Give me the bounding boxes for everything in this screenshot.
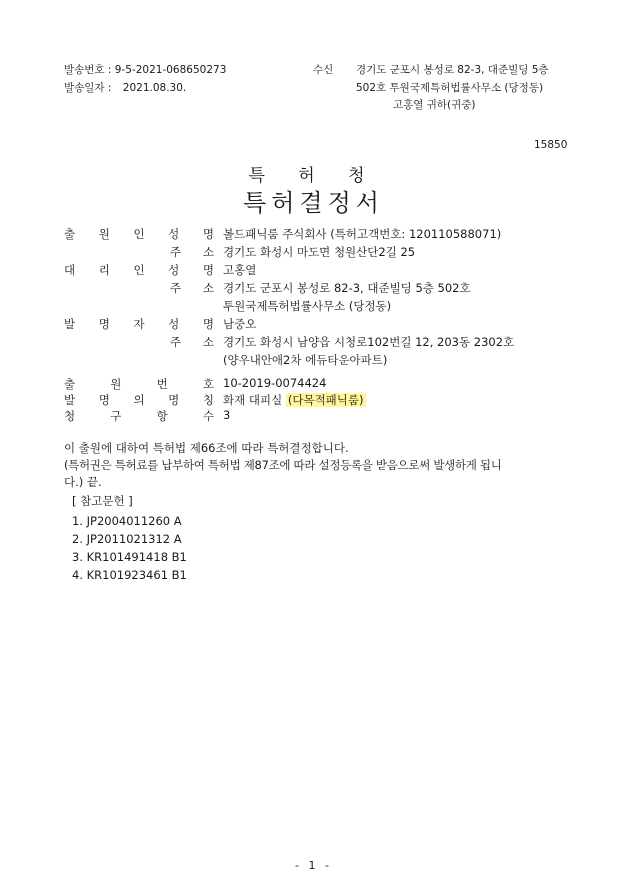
postal-code: 15850 (534, 139, 568, 151)
reference-item: 2. JP2011021312 A (72, 532, 182, 546)
invention-title (223, 392, 366, 408)
document-number-label: 발송번호 : (64, 64, 112, 76)
recipient-address-line2: 502호 투원국제특허법률사무소 (당정동) (356, 82, 544, 94)
invention-title-highlight: (다목적패닉룸) (287, 393, 364, 407)
application-number-label: 출 원 번 호 (64, 377, 214, 391)
send-date-label: 발송일자 : (64, 82, 112, 94)
recipient-address-line1: 경기도 군포시 봉성로 82-3, 대준빌딩 5층 (356, 64, 549, 76)
inventor-address-line1: 경기도 화성시 남양읍 시청로102번길 12, 203동 2302호 (223, 335, 515, 349)
send-date (64, 80, 186, 95)
decision-statement: 이 출원에 대하여 특허법 제66조에 따라 특허결정합니다. (64, 441, 349, 455)
agent-address-line2: 투원국제특허법률사무소 (당정동) (223, 299, 392, 313)
reference-item: 1. JP2004011260 A (72, 514, 182, 528)
inventor-label: 발 명 자 성 명 (64, 317, 214, 331)
recipient-name: 고홍열 귀하(귀중) (393, 99, 476, 111)
invention-title-main: 화재 대피실 (223, 393, 283, 407)
inventor-address-label: 주 소 (170, 335, 214, 349)
agent-address-line1: 경기도 군포시 봉성로 82-3, 대준빌딩 5층 502호 (223, 281, 471, 295)
issuing-office: 특 허 청 (248, 166, 379, 186)
invention-title-label: 발 명 의 명 칭 (64, 393, 214, 407)
inventor-name: 남중오 (223, 317, 257, 331)
references-title: [ 참고문헌 ] (72, 494, 133, 508)
inventor-address-line2: (양우내안애2차 에듀타운아파트) (223, 353, 388, 367)
document-title: 특허결정서 (243, 189, 384, 217)
agent-label: 대 리 인 성 명 (64, 263, 214, 277)
page-number: - 1 - (295, 859, 332, 872)
applicant-label: 출 원 인 성 명 (64, 227, 214, 241)
agent-address-label: 주 소 (170, 281, 214, 295)
application-number: 10-2019-0074424 (223, 376, 327, 390)
applicant-name: 볼드패닉룸 주식회사 (특허고객번호: 120110588071) (223, 227, 502, 241)
claims-label: 청 구 항 수 (64, 409, 214, 423)
decision-note-line1: (특허권은 특허료를 납부하여 특허법 제87조에 따라 설정등록을 받음으로써 발생하게 됩니 (64, 458, 502, 472)
document-number (64, 62, 226, 77)
applicant-address: 경기도 화성시 마도면 청원산단2길 25 (223, 245, 416, 259)
recipient-label: 수신 (313, 64, 334, 76)
agent-name: 고홍열 (223, 263, 257, 277)
applicant-address-label: 주 소 (170, 245, 214, 259)
reference-item: 4. KR101923461 B1 (72, 568, 187, 582)
decision-note-line2: 다.) 끝. (64, 475, 102, 489)
document-number-value: 9-5-2021-068650273 (114, 64, 227, 76)
send-date-value: 2021.08.30. (122, 82, 187, 94)
reference-item: 3. KR101491418 B1 (72, 550, 187, 564)
claims-count: 3 (223, 408, 231, 422)
